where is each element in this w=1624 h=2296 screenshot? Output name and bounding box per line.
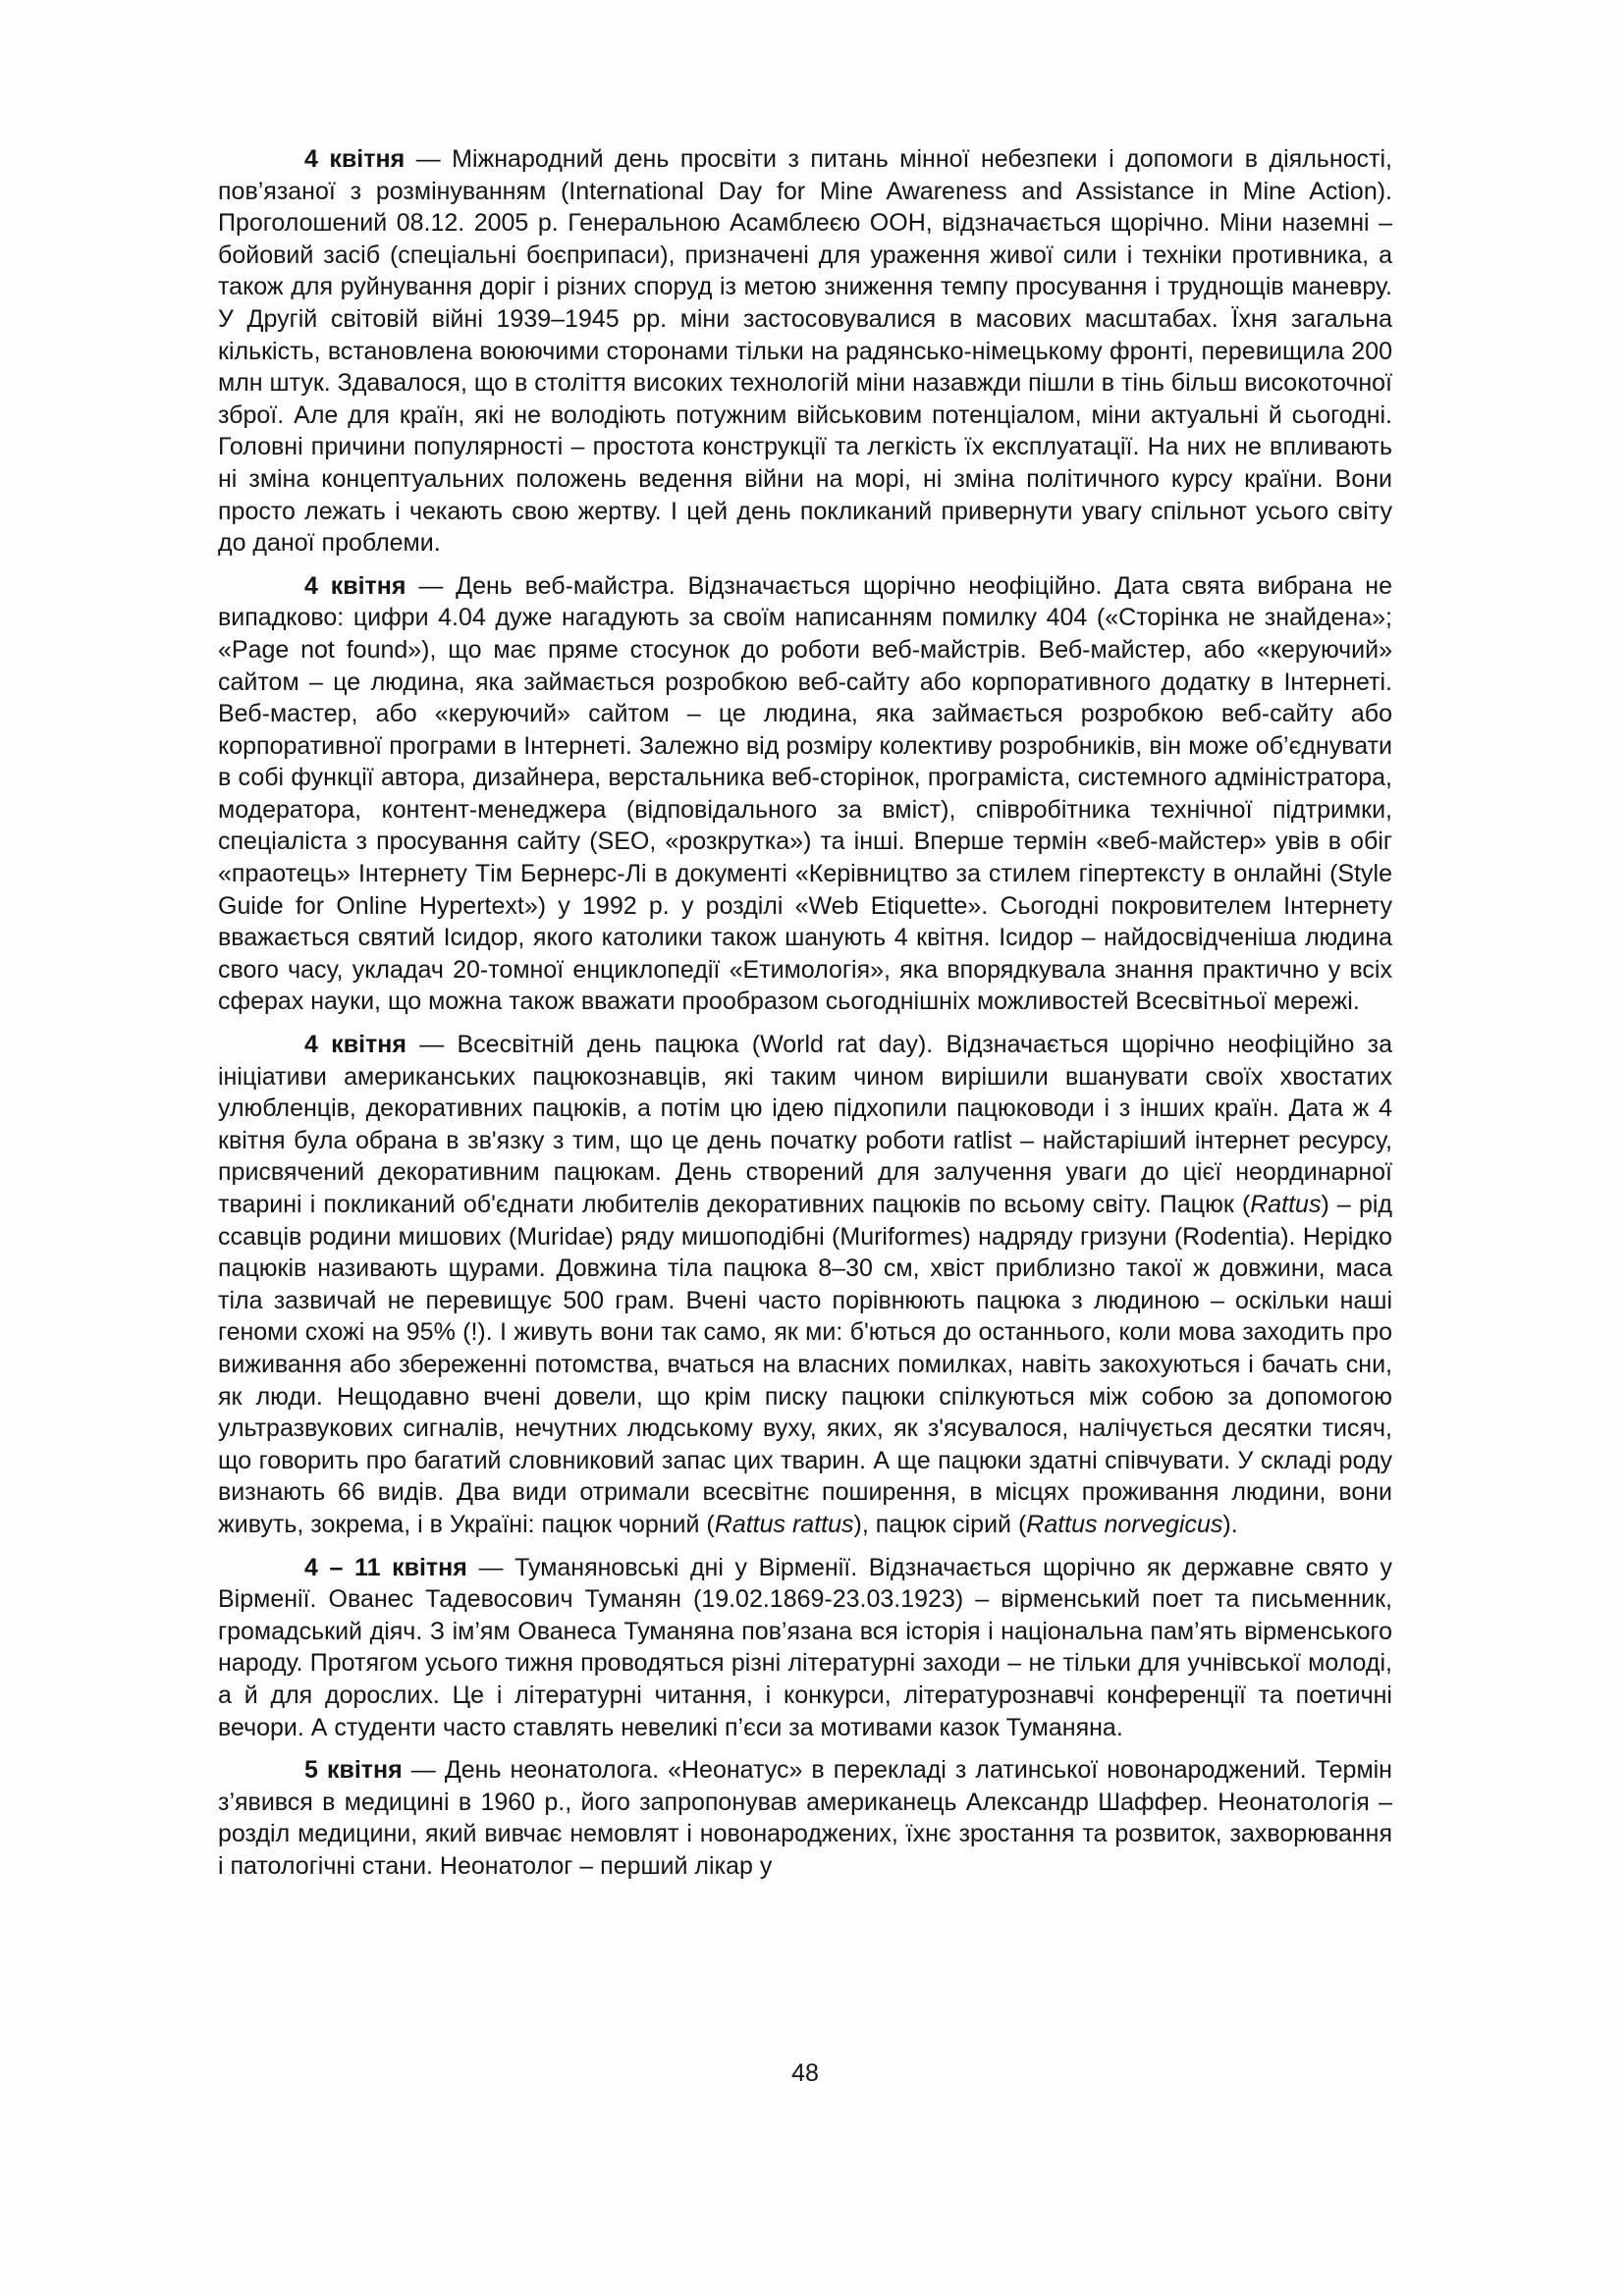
paragraph	[218, 1029, 1392, 1541]
text-run: ), пацюк сірий (	[853, 1510, 1027, 1538]
date-lead: 5 квітня	[304, 1756, 403, 1785]
latin-term: Rattus rattus	[714, 1510, 854, 1538]
date-lead: 4 квітня	[304, 571, 406, 600]
text-run: — Туманяновські дні у Вірменії. Відзначається щорічно як державне свято у Вірменії. Ованес Тадевосович Туманян (19.02.1869-23.03.1923) – вірменський поет та письменник, громадський діяч. З ім’ям Ованеса Туманяна пов’язана вся історія і національна пам’ять вірменського народу. Протягом усього тижня проводяться різні літературні заходи – не тільки для учнівської молоді, а й для дорослих. Це і літературні читання, і конкурси, літературознавчі конференції та поетичні вечори. А студенти часто ставлять невеликі п’єси за мотивами казок Туманяна.	[218, 1553, 1392, 1741]
paragraph	[218, 1754, 1392, 1882]
text-run: ).	[1222, 1510, 1238, 1538]
text-block	[218, 143, 1392, 1893]
latin-term: Rattus norvegicus	[1026, 1510, 1223, 1538]
text-run: ) – рід ссавців родини мишових (Muridae) ряду мишоподібні (Muriformes) надряду гризуни (Rodentia). Нерідко пацюків називають щурами. Довжина тіла пацюка 8–30 см, хвіст приблизно такої ж довжини, маса тіла зазвичай не перевищує 500 грам. Вчені часто порівнюють пацюка з людиною – оскільки наші геноми схожі на 95% (!). І живуть вони так само, як ми: б'ються до останнього, коли мова заходить про виживання або збереженні потомства, вчаться на власних помилках, навіть закохуються і бачать сни, як люди. Нещодавно вчені довели, що крім писку пацюки спілкуються між собою за допомогою ультразвукових сигналів, нечутних людському вуху, яких, як з'ясувалося, налічується десятки тисяч, що говорить про багатий словниковий запас цих тварин. А ще пацюки здатні співчувати. У складі роду визнають 66 видів. Два види отримали всесвітнє поширення, в місцях проживання людини, вони живуть, зокрема, і в Україні: пацюк чорний (	[218, 1191, 1392, 1538]
text-run: — Міжнародний день просвіти з питань мінної небезпеки і допомоги в діяльності, пов’язаної з розмінуванням (International Day for Mine Awareness and Assistance in Mine Action). Проголошений 08.12. 2005 р. Генеральною Асамблеєю ООН, відзначається щорічно. Міни наземні – бойовий засіб (спеціальні боєприпаси), призначені для ураження живої сили і техніки противника, а також для руйнування доріг і різних споруд із метою зниження темпу просування і труднощів маневру. У Другій світовій війні 1939–1945 рр. міни застосовувалися в масових масштабах. Їхня загальна кількість, встановлена воюючими сторонами тільки на радянсько-німецькому фронті, перевищила 200 млн штук. Здавалося, що в століття високих технологій міни назавжди пішли в тінь більш високоточної зброї. Але для країн, які не володіють потужним військовим потенціалом, міни актуальні й сьогодні. Головні причини популярності – простота конструкції та легкість їх експлуатації. На них не впливають ні зміна концептуальних положень ведення війни на морі, ні зміна політичного курсу країни. Вони просто лежать і чекають свою жертву. І цей день покликаний привернути увагу спільнот усього світу до даної проблеми.	[218, 145, 1392, 558]
latin-term: Rattus	[1250, 1191, 1322, 1218]
paragraph	[218, 143, 1392, 560]
paragraph	[218, 1552, 1392, 1744]
paragraph	[218, 570, 1392, 1018]
date-lead: 4 квітня	[304, 1031, 406, 1059]
text-run: — Всесвітній день пацюка (World rat day). Відзначається щорічно неофіційно за ініціативи американських пацюкознавців, які таким чином вирішили вшанувати своїх хвостатих улюбленців, декоративних пацюків, а потім цю ідею підхопили пацюководи і з інших країн. Дата ж 4 квітня була обрана в зв'язку з тим, що це день початку роботи ratlist – найстаріший інтернет ресурсу, присвячений декоративним пацюкам. День створений для залучення уваги до цієї неординарної тварині і покликаний об'єднати любителів декоративних пацюків по всьому світу. Пацюк (	[218, 1031, 1393, 1218]
date-lead: 4 – 11 квітня	[304, 1553, 467, 1581]
text-run: — День неонатолога. «Неонатус» в перекладі з латинської новонароджений. Термін з’явився в медицині в 1960 р., його запропонував американець Александр Шаффер. Неонатологія – розділ медицини, який вивчає немовлят і новонароджених, їхнє зростання та розвиток, захворювання і патологічні стани. Неонатолог – перший лікар у	[218, 1756, 1392, 1880]
date-lead: 4 квітня	[304, 145, 406, 173]
text-run: — День веб-майстра. Відзначається щорічно неофіційно. Дата свята вибрана не випадково: цифри 4.04 дуже нагадують за своїм написанням помилку 404 («Сторінка не знайдена»; «Page not found»), що має пряме стосунок до роботи веб-майстрів. Веб-майстер, або «керуючий» сайтом – це людина, яка займається розробкою веб-сайту або корпоративного додатку в Інтернеті. Веб-мастер, або «керуючий» сайтом – це людина, яка займається розробкою веб-сайту або корпоративної програми в Інтернеті. Залежно від розміру колективу розробників, він може об’єднувати в собі функції автора, дизайнера, верстальника веб-сторінок, програміста, системного адміністратора, модератора, контент-менеджера (відповідального за вміст), співробітника технічної підтримки, спеціаліста з просування сайту (SEO, «розкрутка») та інші. Вперше термін «веб-майстер» увів в обіг «праотець» Інтернету Тім Бернерс-Лі в документі «Керівництво за стилем гіпертексту в онлайні (Style Guide for Online Hypertext») у 1992 р. у розділі «Web Etiquette». Сьогодні покровителем Інтернету вважається святий Ісидор, якого католики також шанують 4 квітня. Ісидор – найдосвідченіша людина свого часу, укладач 20-томної енциклопедії «Етимологія», яка впорядкувала знання практично у всіх сферах науки, що можна також вважати прообразом сьогоднішніх можливостей Всесвітньої мережі.	[218, 571, 1393, 1016]
page-number: 48	[791, 2059, 819, 2087]
